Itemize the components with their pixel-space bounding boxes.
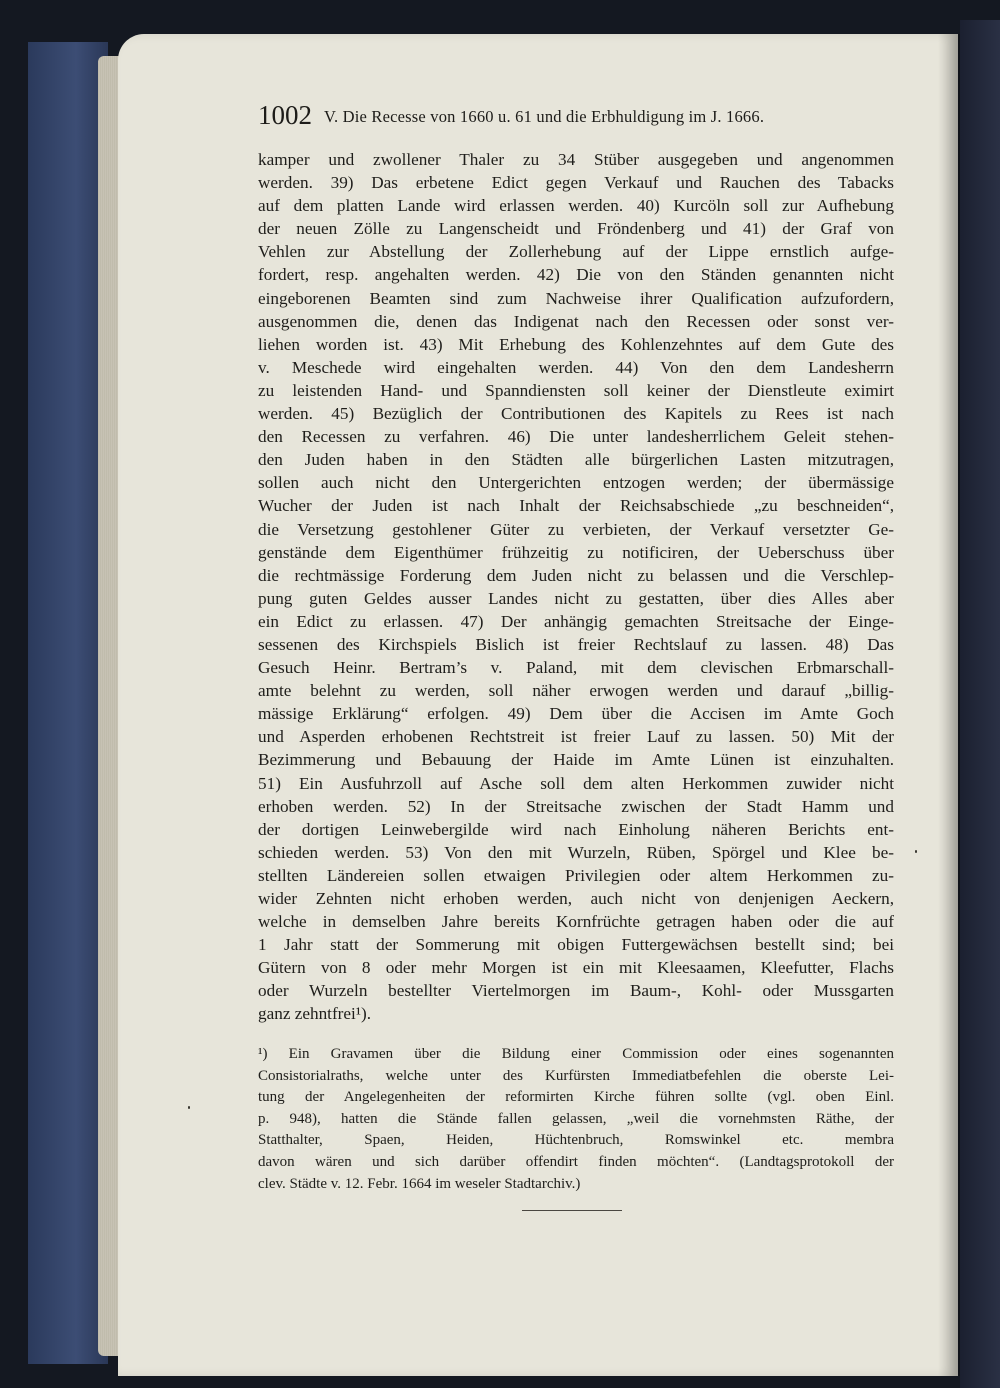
text-line: erhoben werden. 52) In der Streitsache zwischen der Stadt Hamm und — [258, 796, 894, 816]
text-line: auf dem platten Lande wird erlassen werden. 40) Kurcöln soll zur Aufhebung — [258, 196, 894, 216]
text-line: ausgenommen die, denen das Indigenat nach den Recessen oder sonst ver- — [258, 311, 894, 331]
text-line: kamper und zwollener Thaler zu 34 Stüber ausgegeben und angenommen — [258, 150, 894, 169]
text-line: den Juden haben in den Städten alle bürgerlichen Lasten mitzutragen, — [258, 450, 894, 470]
text-line: fordert, resp. angehalten werden. 42) Die von den Ständen genannten nicht — [258, 265, 894, 285]
page-header — [258, 100, 898, 131]
text-line: der dortigen Leinwebergilde wird nach Einholung näheren Berichts ent- — [258, 819, 894, 839]
text-line: die rechtmässige Forderung dem Juden nicht zu belassen und die Verschlep- — [258, 565, 894, 585]
text-line: die Versetzung gestohlener Güter zu verbieten, der Verkauf versetzter Ge- — [258, 519, 894, 539]
text-line: amte belehnt zu werden, soll näher erwogen werden und darauf „billig- — [258, 681, 894, 701]
page-gutter-shadow — [938, 34, 960, 1376]
page-number: 1002 — [258, 100, 312, 130]
footnote-line: p. 948), hatten die Stände fallen gelassen, „weil die vornehmsten Räthe, der — [258, 1110, 894, 1127]
text-line: ein Edict zu erlassen. 47) Der anhängig gemachten Streitsache der Einge- — [258, 611, 894, 631]
text-line: genstände dem Eigenthümer frühzeitig zu notificiren, der Ueberschuss über — [258, 542, 894, 562]
text-line: Gesuch Heinr. Bertram’s v. Paland, mit dem clevischen Erbmarschall- — [258, 658, 894, 678]
text-line: werden. 45) Bezüglich der Contributionen des Kapitels zu Rees ist nach — [258, 404, 894, 424]
footnote-line: Statthalter, Spaen, Heiden, Hüchtenbruch, Romswinkel etc. membra — [258, 1132, 894, 1149]
text-line: ganz zehntfrei¹). — [258, 1004, 371, 1024]
text-line: und Asperden erhobenen Rechtstreit ist freier Lauf zu lassen. 50) Mit der — [258, 727, 894, 747]
end-rule — [522, 1210, 622, 1211]
text-line: zu leistenden Hand- und Spanndiensten soll keiner der Dienstleute eximirt — [258, 380, 894, 400]
book-cover-right — [960, 20, 1000, 1388]
footnote-line: tung der Angelegenheiten der reformirten Kirche führen sollte (vgl. oben Einl. — [258, 1089, 894, 1106]
footnote-line: clev. Städte v. 12. Febr. 1664 im weseler Stadtarchiv.) — [258, 1175, 581, 1192]
text-line: pung guten Geldes ausser Landes nicht zu gestatten, über dies Alles aber — [258, 588, 894, 608]
text-line: Gütern von 8 oder mehr Morgen ist ein mit Kleesaamen, Kleefutter, Flachs — [258, 958, 894, 978]
text-line: 51) Ein Ausfuhrzoll auf Asche soll dem alten Herkommen zuwider nicht — [258, 773, 894, 793]
text-line: mässige Erklärung“ erfolgen. 49) Dem über die Accisen im Amte Goch — [258, 704, 894, 724]
text-line: oder Wurzeln bestellter Viertelmorgen im Baum-, Kohl- oder Mussgarten — [258, 981, 894, 1001]
text-line: schieden werden. 53) Von den mit Wurzeln, Rüben, Spörgel und Klee be- — [258, 842, 894, 862]
book-cover-left — [28, 42, 108, 1364]
text-line: Vehlen zur Abstellung der Zollerhebung auf der Lippe ernstlich aufge- — [258, 242, 894, 262]
text-line: v. Meschede wird eingehalten werden. 44) Von den dem Landesherrn — [258, 357, 894, 377]
running-head: V. Die Recesse von 1660 u. 61 und die Erbhuldigung im J. 1666. — [324, 107, 765, 126]
text-line: welche in demselben Jahre bereits Kornfrüchte getragen haben oder die auf — [258, 912, 894, 932]
text-line: 1 Jahr statt der Sommerung mit obigen Futtergewächsen bestellt sind; bei — [258, 935, 894, 955]
footnote — [258, 1044, 894, 1195]
text-line: wider Zehnten nicht erhoben werden, auch nicht von denjenigen Aeckern, — [258, 889, 894, 908]
footnote-line: ¹) Ein Gravamen über die Bildung einer Commission oder eines sogenannten — [258, 1046, 894, 1062]
text-line: eingeborenen Beamten sind zum Nachweise ihrer Qualification aufzufordern, — [258, 288, 894, 308]
text-line: liehen worden ist. 43) Mit Erhebung des Kohlenzehntes auf dem Gute des — [258, 334, 894, 354]
footnote-line: Consistorialraths, welche unter des Kurfürsten Immediatbefehlen die oberste Lei- — [258, 1067, 894, 1084]
text-line: werden. 39) Das erbetene Edict gegen Verkauf und Rauchen des Tabacks — [258, 173, 894, 193]
text-line: sessenen des Kirchspiels Bislich ist freier Rechtslauf zu lassen. 48) Das — [258, 634, 894, 654]
text-line: Wucher der Juden ist nach Inhalt der Reichsabschiede „zu beschneiden“, — [258, 496, 894, 516]
text-line: stellten Ländereien sollen etwaigen Privilegien oder altem Herkommen zu- — [258, 865, 894, 885]
text-line: Bezimmerung und Bebauung der Haide im Amte Lünen ist einzuhalten. — [258, 750, 894, 770]
text-line: der neuen Zölle zu Langenscheidt und Fröndenberg und 41) der Graf von — [258, 219, 894, 239]
text-line: sollen auch nicht den Untergerichten entzogen werden; der übermässige — [258, 473, 894, 493]
text-line: den Recessen zu verfahren. 46) Die unter landesherrlichem Geleit stehen- — [258, 427, 894, 447]
body-text — [258, 148, 894, 1026]
footnote-line: davon wären und sich darüber offendirt finden möchten“. (Landtagsprotokoll der — [258, 1153, 894, 1170]
